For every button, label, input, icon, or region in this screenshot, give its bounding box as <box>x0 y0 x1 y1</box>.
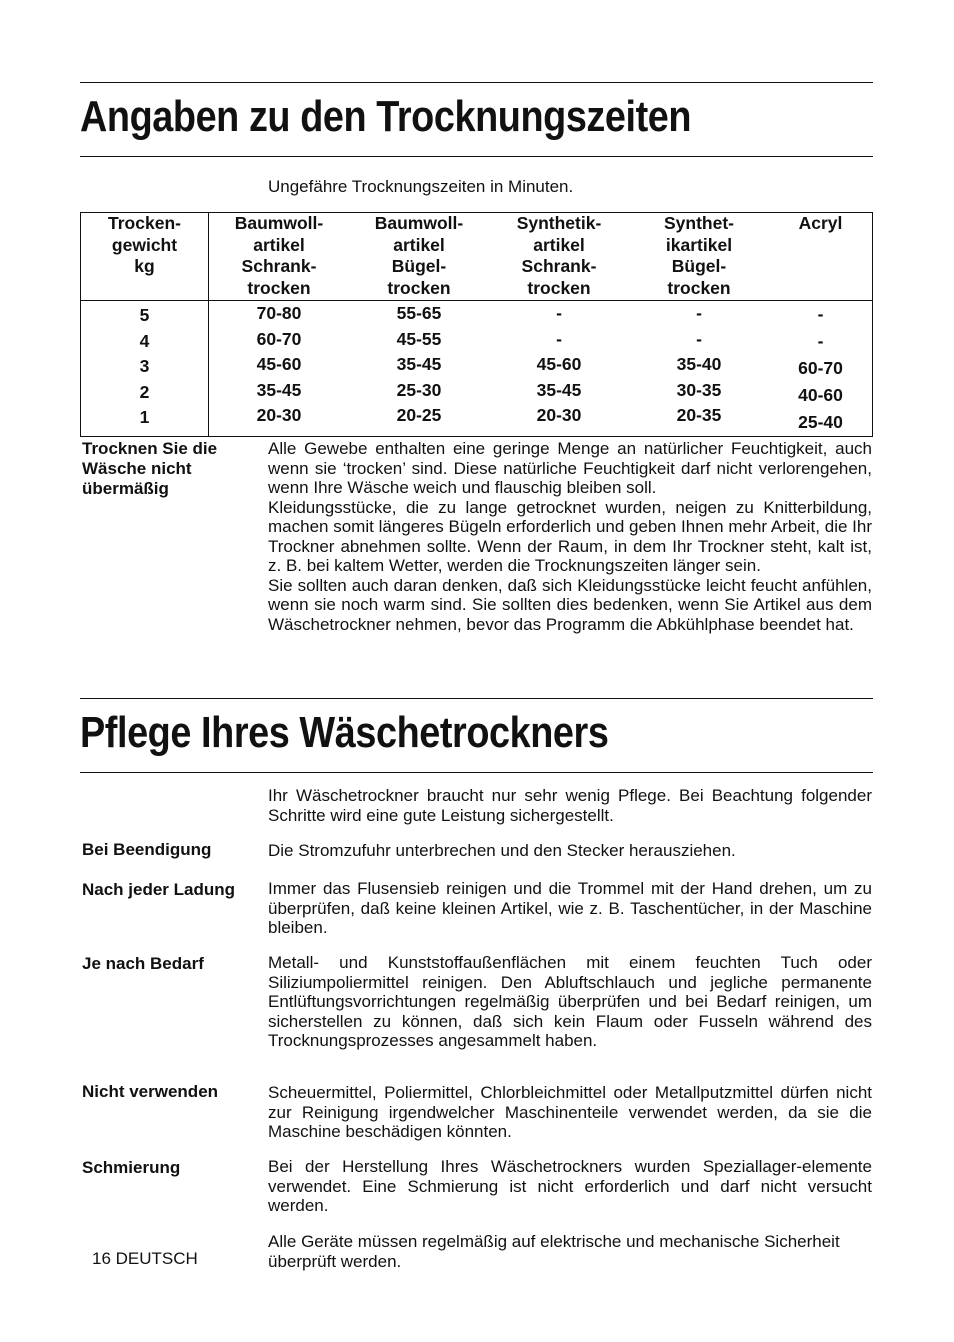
acrylic-column: - - 60-70 40-60 25-40 <box>798 304 843 432</box>
synthetic-iron-column: - - 35-40 30-35 20-35 <box>676 303 722 425</box>
synthetic-cupboard-column: - - 45-60 35-45 20-30 <box>536 303 582 425</box>
title-underline <box>80 156 873 157</box>
overdrying-text <box>268 439 872 634</box>
table-caption: Ungefähre Trocknungszeiten in Minuten. <box>268 177 574 196</box>
text-nach-jeder-ladung: Immer das Flusensieb reinigen und die Trommel mit der Hand drehen, um zu überprüfen, daß keine kleinen Artikel, wie z. B. Taschentücher, in der Maschine bleiben. <box>268 879 872 937</box>
section-title-drying-times: Angaben zu den Trocknungszeiten <box>80 92 692 141</box>
weight-column: 5 4 3 2 1 <box>81 301 209 437</box>
paragraph: Sie sollten auch daran denken, daß sich Kleidungsstücke leicht feucht anfühlen, wenn sie noch warm sind. Sie sollten dies bedenken, wenn Sie Artikel aus dem Wäschetrockner nehmen, bevor das Programm die Abkühlphase beendet hat. <box>268 575 872 634</box>
header-weight: Trocken- gewicht kg <box>81 213 209 301</box>
care-intro: Ihr Wäschetrockner braucht nur sehr wenig Pflege. Bei Beachtung folgender Schritte wird eine gute Leistung sichergestellt. <box>268 786 872 825</box>
text-nicht-verwenden: Scheuermittel, Poliermittel, Chlorbleichmittel oder Metallputzmittel dürfen nicht zur Reinigung irgendwelcher Maschinenteile verwendet werden, da sie die Maschine beschädigen könnten. <box>268 1083 872 1141</box>
section-rule <box>80 698 873 699</box>
cotton-iron-column: 55-65 45-55 35-45 25-30 20-25 <box>396 303 442 425</box>
drying-times-table <box>80 212 873 437</box>
section-title-care: Pflege Ihres Wäschetrockners <box>80 708 609 757</box>
paragraph: Kleidungsstücke, die zu lange getrocknet wurden, neigen zu Knitterbildung, machen somit längeres Bügeln erforderlich und geben Ihnen mehr Arbeit, die Ihr Trockner abnehmen sollte. Wenn der Raum, in dem Ihr Trockner steht, kalt ist, z. B. bei kaltem Wetter, werden die Trocknungszeiten länger sein. <box>268 497 872 575</box>
header-acrylic: Acryl <box>769 213 873 301</box>
label-nach-jeder-ladung: Nach jeder Ladung <box>82 880 236 899</box>
side-label-overdrying: Trocknen Sie die Wäsche nicht übermäßig <box>82 439 218 498</box>
label-je-nach-bedarf: Je nach Bedarf <box>82 954 204 973</box>
header-cotton-cupboard: Baumwoll- artikel Schrank- trocken <box>209 213 350 301</box>
table-header-row <box>81 213 873 301</box>
safety-note: Alle Geräte müssen regelmäßig auf elektrische und mechanische Sicherheit überprüft werden. <box>268 1232 840 1271</box>
text-je-nach-bedarf: Metall- und Kunststoffaußenflächen mit einem feuchten Tuch oder Siliziumpoliermittel reinigen. Den Abluftschlauch und jegliche permanente Entlüftungsvorrichtungen regelmäßig überprüfen und bei Bedarf reinigen, um sicherstellen zu können, daß sich kein Flaum oder Fusseln während des Trocknungsprozesses angesammelt haben. <box>268 953 872 1050</box>
text-bei-beendigung: Die Stromzufuhr unterbrechen und den Stecker herausziehen. <box>268 841 736 860</box>
table-row <box>81 301 873 437</box>
label-schmierung: Schmierung <box>82 1158 181 1177</box>
paragraph: Alle Gewebe enthalten eine geringe Menge an natürlicher Feuchtigkeit, auch wenn sie ‘trocken’ sind. Diese natürliche Feuchtigkeit darf nicht verlorengehen, wenn Ihre Wäsche weich und flauschig bleiben soll. <box>268 439 872 497</box>
top-rule <box>80 82 873 83</box>
header-synthetic-cupboard: Synthetik- artikel Schrank- trocken <box>489 213 629 301</box>
header-synthetic-iron: Synthet- ikartikel Bügel- trocken <box>629 213 769 301</box>
label-nicht-verwenden: Nicht verwenden <box>82 1082 219 1101</box>
label-bei-beendigung: Bei Beendigung <box>82 840 212 859</box>
header-cotton-iron: Baumwoll- artikel Bügel- trocken <box>349 213 489 301</box>
cotton-cupboard-column: 70-80 60-70 45-60 35-45 20-30 <box>256 303 302 425</box>
text-schmierung: Bei der Herstellung Ihres Wäschetrockners wurden Speziallager-elemente verwendet. Eine Schmierung ist nicht erforderlich und darf nicht versucht werden. <box>268 1157 872 1215</box>
title-underline <box>80 772 873 773</box>
page-footer: 16 DEUTSCH <box>92 1249 198 1268</box>
